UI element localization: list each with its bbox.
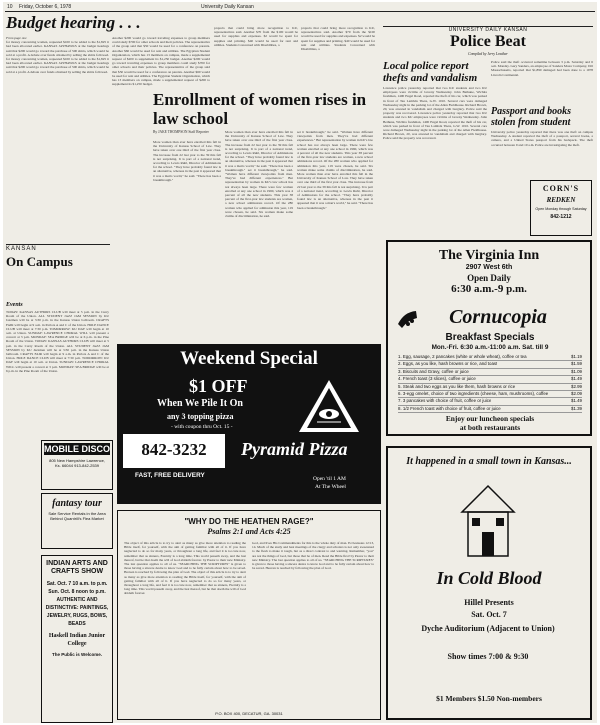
pizza-ad (117, 344, 381, 504)
heathen-col-1: The object of this article is to try to alert as many as give more attention to reading the Bible itself, for yourself, with the aim of getting familiar with all of it. If you have neglected to do so for many years, or throughout a long life, and feel it is too late now, remember that as sinners, Eternity is a long time. This world passeth away, and the lust thereof, but he that doeth the will of God abideth forever. by Pastor to their new Ministry. The last question applies to all of us. "SEARCHING THE SCRIPTURES" is given to those having a sincere desire to know God and to be fully certain about how to be saved. Heaven is reached by following the plan of God. The object of this article is to try to alert as many as give more attention to reading the Bible itself, for yourself, with the aim of getting familiar with all of it. If you have neglected to do so for many years, or throughout a long life, and feel it is too late now, remember that as sinners, Eternity is a long time. This world passeth away, and the lust thereof, but he that doeth the will of God abideth forever. (124, 541, 246, 596)
farmhouse-icon (458, 482, 518, 562)
police-title: Police Beat (450, 33, 526, 50)
police-body-3: University police yesterday reported that there was one theft on campus Wednesday. A student reported the theft of a passport, several books, a camera, and a United States passport from his backpack. The theft occurred between 9 and 10 a.m. Police are investigating the theft. (491, 130, 593, 147)
breakfast-menu (398, 354, 582, 413)
mobile-disco-ad (41, 440, 113, 490)
menu-item-price: $1.39 (571, 405, 582, 411)
corns-phone: 842-1212 (550, 213, 572, 220)
cold-blood-ad (386, 446, 592, 720)
menu-item (398, 398, 582, 405)
luncheon-note-2: at both restaurants (459, 423, 521, 432)
menu-item-price: $1.09 (571, 368, 582, 374)
menu-item-price: $1.59 (571, 361, 582, 367)
cold-blood-times: Show times 7:00 & 9:30 (447, 652, 529, 661)
menu-item (398, 391, 582, 398)
mobile-disco-title: MOBILE DISCO (44, 444, 111, 454)
corns-services: Open Monday through Saturday (535, 207, 587, 211)
menu-item-price: $1.49 (571, 376, 582, 382)
virginia-inn-ad (386, 240, 592, 436)
women-col-3: set it breakthrough," he said. "Women have different viewpoints from men. They've had different experiences." But representation by women in KU's law school has not always been large. There were few women enrolled at any one school in 1960, which was 4 percent of all the new students. This year 38 percent of the first-year law students are women, a new school admissions record. Of the 280 women who applied for admission this year, 119 were chosen, he said. Six women make some claims of discrimination, he said. More women than ever have enrolled this fall in the University of Kansas School of Law. They have taken over one third of the first year class. The increase from 22 last year to the 39 this fall is not surprising. It is part of a national trend, according to Lewis Ruhl, Director of Admissions for the school. "They have probably found law is an alternative, whereas in the past it appeared that it was a man's world," he said. "There has been a breakthrough." (297, 130, 373, 210)
police-masthead: UNIVERSITY DAILY KANSAN (448, 27, 528, 33)
cold-blood-sponsor: Hillel Presents (464, 598, 514, 607)
breakfast-days: Mon.-Fri. 6:30 a.m.-11:00 a.m. Sat. till 9 (431, 344, 549, 351)
menu-item (398, 354, 582, 361)
menu-item-name: 1. Egg, sausage, 2 pancakes (white or whole wheat), coffee or tea (398, 354, 527, 359)
menu-item-name: 8. 1/2 French toast with choice of fruit, coffee or juice (398, 405, 501, 411)
menu-item-price: $1.19 (571, 354, 582, 359)
police-body-2: Police said the theft occurred sometime between 3 p.m. Saturday and 6 a.m. Monday. Gary Sanders, an employee of Sanders Motor Company, 916 Massachusetts, reported that $1,890 damaged had been done to a 1978 Lincoln Continental. (491, 60, 593, 77)
menu-item-name: 6. 3-egg omelet, choice of two ingredients (cheese, ham, mushrooms), coffee (398, 391, 549, 397)
pizza-location: At The Wheel (315, 484, 346, 490)
fantasy-tour-ad (41, 493, 113, 549)
budget-body-3: projects that could bring more recognition to KU, representatives said. Another $70 from the $100 would be used for supplies and expenses. $2 would be spent for supplies and printing. $40 would be used for rent and utilities. Students Concerned with Disabilities, a (214, 26, 298, 47)
corns-ad (530, 180, 592, 236)
budget-headline: Budget hearing . . . (6, 13, 141, 32)
menu-item-name: 3. Biscuits and Gravy, coffee or juice (398, 368, 469, 374)
women-col-1: More women than ever have enrolled this fall in the University of Kansas School of Law. They have taken over one third of the first year class. The increase from 22 last year to the 39 this fall is not surprising. It is part of a national trend, according to Lewis Ruhl, Director of Admissions for the school. "They have probably found law is an alternative, whereas in the past it appeared that it was a man's world," he said. "There has been a breakthrough." (153, 140, 221, 182)
luncheon-note-1: Enjoy our luncheon specials (445, 414, 535, 423)
pizza-delivery: FAST, FREE DELIVERY (135, 472, 205, 479)
police-compiled: Compiled by Jerry Lowther (468, 52, 508, 56)
virginia-address: 2907 West 6th (465, 264, 513, 271)
corns-redken: REDKEN (546, 196, 576, 204)
menu-item-name: 2. Eggs, as you like, hash browns or rice, and toast (398, 361, 498, 367)
pyramid-eye-icon (297, 378, 361, 434)
menu-item-price: $1.49 (571, 398, 582, 404)
menu-item (398, 369, 582, 376)
menu-item (398, 384, 582, 391)
pizza-phone-box (123, 434, 225, 468)
cold-blood-venue: Dyche Auditorium (Adjacent to Union) (421, 624, 555, 633)
indian-arts-public: The Public is Welcome. (52, 652, 102, 657)
page-number: 10 (7, 4, 13, 10)
cold-blood-title: In Cold Blood (436, 568, 542, 588)
pizza-phone: 842-3232 (141, 440, 207, 459)
heathen-footer: P.O. BOX 400, DECATUR, GA. 30031 (215, 711, 283, 716)
breakfast-specials-title: Breakfast Specials (445, 332, 535, 343)
budget-body-2: Another $200 would go toward traveling expenses to group members could study $700 for other schools and their policies. The representative of the group said that $50 would be used for a conference on parents. Another $60 would be used for rent and utilities. The Egyptian Student Organization, which has 13 members on campus, made a supplemental request of $200 to supplement its $1,250 budget. (112, 36, 210, 62)
indian-arts-body: Sat. Oct. 7 10 a.m. to p.m. Sun. Oct. 8 noon to p.m. AUTHENTIC AND DISTINCTIVE: PAINTINGS, JEWELRY, RUGS, BOWS, BEADS (45, 581, 109, 627)
heathen-title: "WHY DO THE HEATHEN RAGE?" (184, 517, 314, 526)
pizza-line-1: When We Pile It On (157, 398, 243, 409)
cornucopia-brand: Cornucopia (449, 306, 547, 328)
menu-item-name: 5. Steak and two eggs as you like them, hash browns or rice (398, 383, 516, 389)
virginia-hours-time: 6:30 a.m.-9 p.m. (451, 283, 527, 295)
women-col-2: More women than ever have enrolled this fall in the University of Kansas School of Law. They have taken over one third of the first year class. The increase from 22 last year to the 39 this fall is not surprising. It is part of a national trend, according to Lewis Ruhl, Director of Admissions for the school. "They have probably found law is an alternative, whereas in the past it appeared that it was a man's world," he said. "There has been a breakthrough." set it breakthrough," he said. "Women have different viewpoints from men. They've had different experiences." But representation by women in KU's law school has not always been large. There were few women enrolled at any one school in 1960, which was 4 percent of all the new students. This year 38 percent of the first-year law students are women, a new school admissions record. Of the 280 women who applied for admission this year, 119 were chosen, he said. Six women make some claims of discrimination, he said. (225, 130, 293, 219)
police-body-1: Lawrence police yesterday reported that two KU students and two KU employees were victims of larceny Wednesday. John Bethune, Wichita freshman, 1400 Engel Road, reported the theft of his car, which was parked in front of Tau Lambda Theta, G.W. 1010. Several cars were damaged Wednesday night in the parking lot of the Allen Fieldhouse. Richard Brown, 20, was arrested in vandalism and charged with burglary. Police said the property was recovered. Lawrence police yesterday reported that two KU students and two KU employees were victims of larceny Wednesday. John Bethune, Wichita freshman, 1400 Engel Road, reported the theft of his car, which was parked in front of Tau Lambda Theta, G.W. 1010. Several cars were damaged Wednesday night in the parking lot of the Allen Fieldhouse. Richard Brown, 20, was arrested in vandalism and charged with burglary. Police said the property was recovered. (383, 86, 487, 141)
calendar-title: On Campus (6, 254, 73, 269)
fantasy-tour-sub: Sale Service Rentals in the Area Behind Quantrill's Flea Market (48, 511, 106, 521)
menu-item (398, 376, 582, 383)
newspaper-page (3, 2, 597, 723)
page-date: Friday, October 6, 1978 (19, 4, 72, 10)
fantasy-tour-title: fantasy tour (52, 498, 102, 509)
cold-blood-date: Sat. Oct. 7 (471, 610, 507, 619)
women-headline: Enrollment of women rises in law school (153, 90, 367, 128)
pizza-line-2: any 3 topping pizza (167, 412, 234, 421)
budget-continued: From page one (6, 36, 27, 40)
heathen-ad (117, 510, 381, 720)
budget-col-1: From page one for money concerning women, requested $100 to be added to the $1,825 it had been allocated earlier. KANSAS JAYHAWKS at the budget hearings said that $200 would go toward the purchase of 500 shirts, which would be sold at a profit. A debate over funds obtained by selling the shirts followed. for money concerning women, requested $100 to be added to the $1,825 it had been allocated earlier. KANSAS JAYHAWKS at the budget hearings said that $200 would go toward the purchase of 500 shirts, which would be sold at a profit. A debate over funds obtained by selling the shirts followed. (6, 36, 109, 74)
budget-body-1: for money concerning women, requested $100 to be added to the $1,825 it had been allocated earlier. KANSAS JAYHAWKS at the budget hearings said that $200 would go toward the purchase of 500 shirts, which would be sold at a profit. A debate over funds obtained by selling the shirts followed. (6, 40, 109, 57)
heathen-verse: Psalms 2:1 and Acts 4:25 (207, 527, 291, 536)
mobile-disco-address: 805 New Hampshire Lawrence, Ks. 66044 913-842-2539 (49, 458, 105, 468)
police-headline-2: Passport and books stolen from student (491, 106, 572, 128)
indian-arts-ad (41, 555, 113, 723)
police-headline-1: Local police report thefts and vandalism (383, 60, 478, 84)
menu-item (398, 361, 582, 368)
pizza-brand: Pyramid Pizza (241, 439, 348, 459)
indian-arts-venue: Haskell Indian Junior College (48, 633, 106, 647)
cold-blood-prices: $1 Members $1.50 Non-members (436, 694, 542, 703)
budget-col-4: projects that could bring more recognition to KU, representatives said. Another $70 from the $100 would be used for supplies and expenses. $2 would be spent for supplies and printing. $40 would be used for rent and utilities. Students Concerned with Disabilities, a (301, 26, 375, 52)
virginia-hours: Open Daily (467, 273, 511, 283)
paper-name: University Daily Kansan (201, 4, 254, 10)
corns-name: CORN'S (542, 184, 580, 193)
indian-arts-title: INDIAN ARTS AND CRAFTS SHOW (46, 560, 108, 575)
menu-item-name: 4. French toast (3 slices), coffee or juice (398, 376, 476, 382)
pizza-open: Open 'til 1 AM (313, 476, 346, 482)
menu-item-price: $2.99 (571, 383, 582, 389)
calendar-body: TODAY: KANSAS AUTHORS CLUB will meet at 5 p.m. in the Curry Room of the Union. ALL STUDENT JAZZ JAM SESSION by KU Jazzmen will be at 3:30 p.m. in the Kansas Union ballroom. CRAFTS FAIR will begin at 9 a.m. in Parlors A and C of the Union. HOLE DANCE CLUB will meet at 7:30 p.m. TOMORROW: KU DAY will begin at 10 a.m. at Union. SUNDAY: LAWRENCE CHORAL WILL will present a concert at 3 p.m. MONDAY: SEA BRIDGE will be at 6 p.m. in the Pine Room of the Union. TODAY: KANSAS AUTHORS CLUB will meet at 5 p.m. in the Curry Room of the Union. ALL STUDENT JAZZ JAM SESSION by KU Jazzmen will be at 3:30 p.m. in the Kansas Union ballroom. CRAFTS FAIR will begin at 9 a.m. in Parlors A and C of the Union. HOLE DANCE CLUB will meet at 7:30 p.m. TOMORROW: KU DAY will begin at 10 a.m. at Union. SUNDAY: LAWRENCE CHORAL WILL will present a concert at 3 p.m. MONDAY: SEA BRIDGE will be at 6 p.m. in the Pine Room of the Union. (6, 310, 109, 373)
pizza-line-3: - with coupon thru Oct. 15 - (171, 424, 233, 430)
cold-blood-intro: It happened in a small town in Kansas... (406, 456, 572, 467)
virginia-title: The Virginia Inn (438, 248, 540, 263)
calendar-events-label: Events (6, 302, 23, 308)
pizza-headline: Weekend Special (180, 348, 318, 369)
menu-item-price: $2.09 (571, 391, 582, 397)
budget-col-2: Another $200 would go toward traveling expenses to group members could study $700 for other schools and their policies. The representative of the group said that $50 would be used for a conference on parents. Another $60 would be used for rent and utilities. The Egyptian Student Organization, which has 13 members on campus, made a supplemental request of $200 to supplement its $1,250 budget. Another $200 would go toward traveling expenses to group members could study $700 for other schools and their policies. The representative of the group said that $50 would be used for a conference on parents. Another $60 would be used for rent and utilities. The Egyptian Student Organization, which has 13 members on campus, made a supplemental request of $200 to supplement its $1,250 budget. (112, 36, 210, 87)
menu-item-name: 7. 3 pancakes with choice of fruit, coffee or juice (398, 398, 492, 404)
budget-col-3 (214, 26, 298, 86)
women-byline: By JAKE THOMPSON Staff Reporter (153, 130, 209, 134)
menu-item (398, 406, 582, 413)
pizza-price: $1 OFF (189, 376, 248, 396)
heathen-col-2: God, and lives His Commandments for this is the whole duty of man. Ecclesiastes 12:13, 14. Much of the study and best meetings of the clergy and scholars is not only sweetened to the flesh to make it tough, but as a direct contrast to and warning. Remember, "you" are not the things of God, but those that be of men. Read the Bible first! by Pastor to their new Ministry. The last question applies to all of us. "SEARCHING THE SCRIPTURES" is given to those having a sincere desire to know God and to be fully certain about how to be saved. Heaven is reached by following the plan of God. (252, 541, 374, 571)
cornucopia-horn-icon (396, 308, 418, 330)
calendar-paper-mark: KANSAN (6, 246, 37, 252)
